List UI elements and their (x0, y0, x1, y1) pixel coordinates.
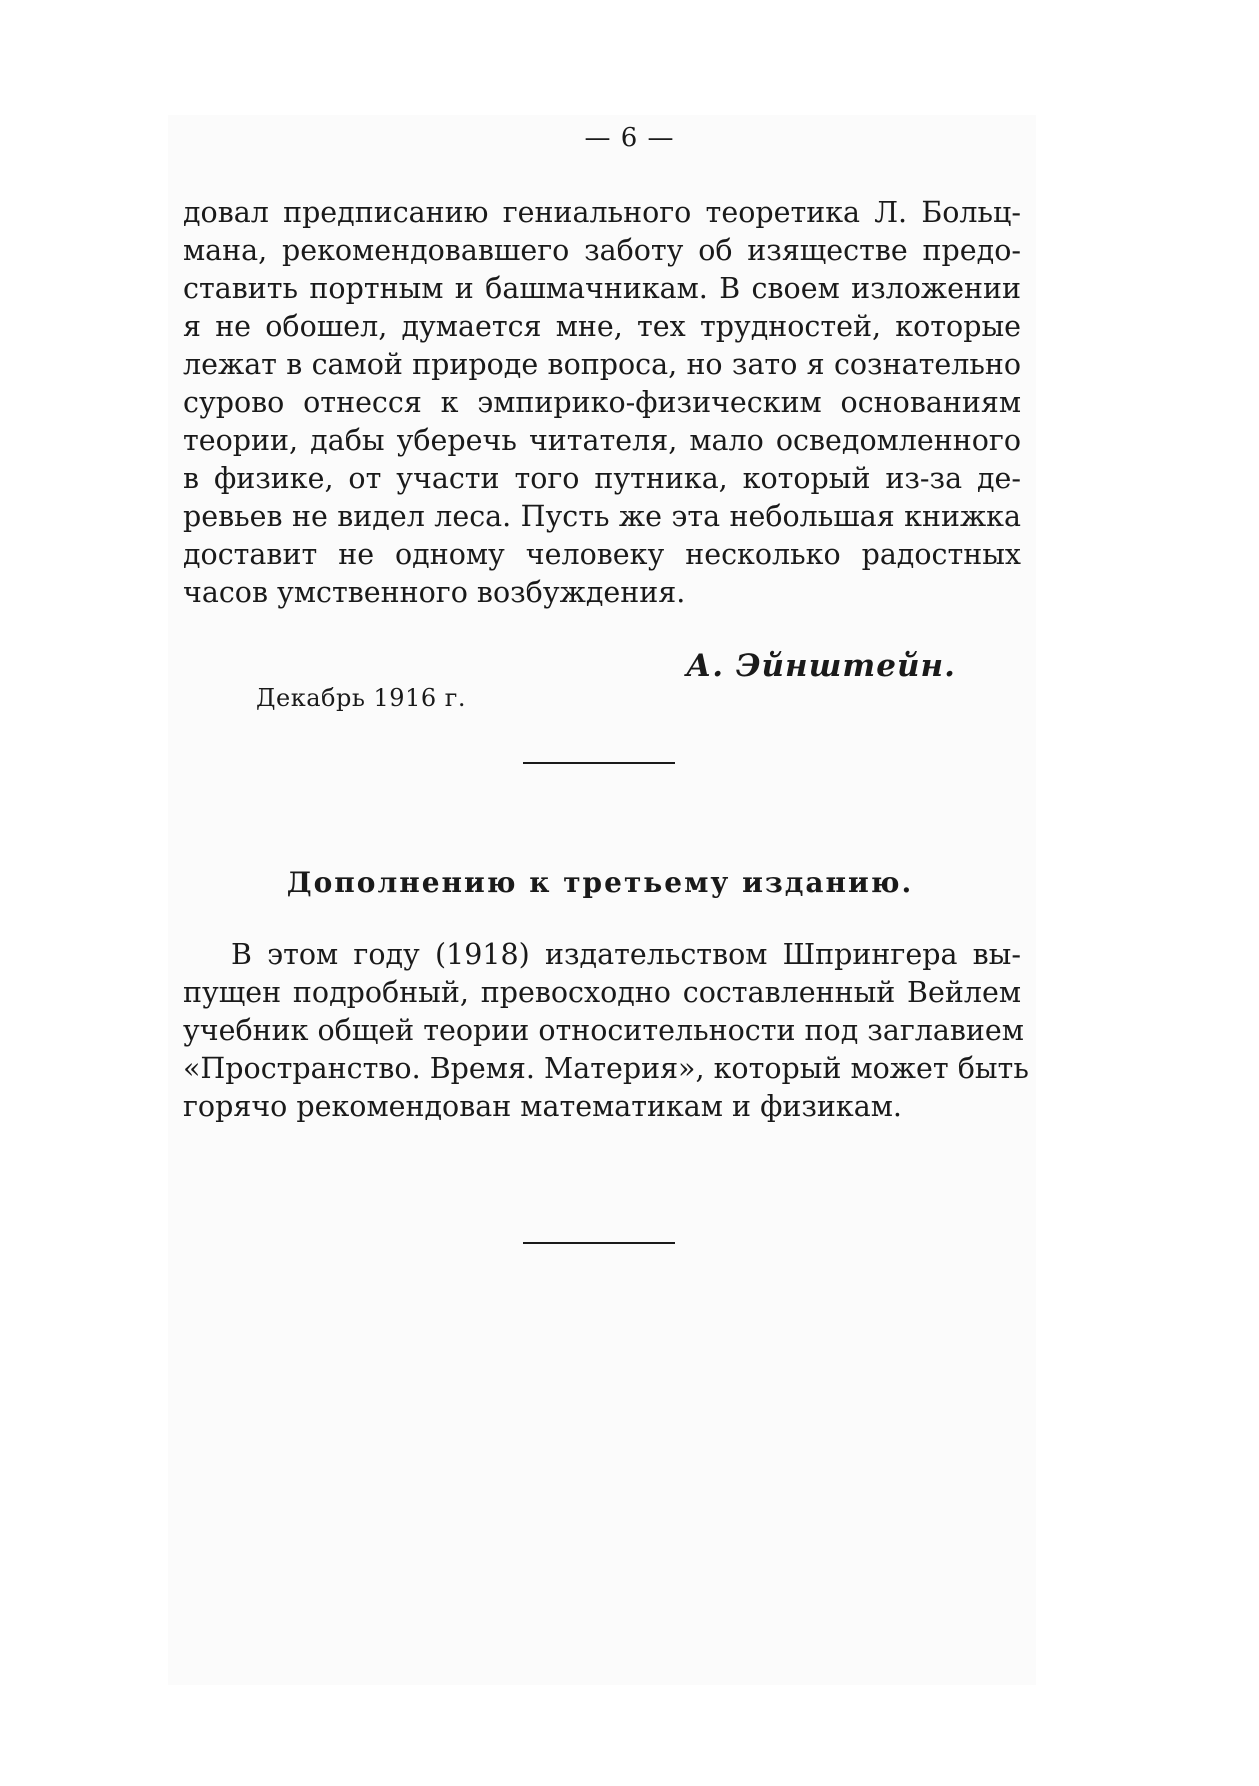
text-line: горячо рекомендован математикам и физикам. (183, 1090, 902, 1123)
text-line: «Пространство. Время. Материя», который может быть (183, 1052, 1029, 1085)
author-signature: А. Эйнштейн. (686, 648, 956, 684)
text-line: в физике, от участи того путника, который из-за де- (183, 462, 1021, 495)
text-line: пущен подробный, превосходно составленный Вейлем (183, 976, 1021, 1009)
text-line: часов умственного возбуждения. (183, 576, 686, 609)
text-line: сурово отнесся к эмпирико-физическим основаниям (183, 386, 1021, 419)
section-divider (523, 762, 675, 764)
text-line: я не обошел, думается мне, тех трудностей, которые (183, 310, 1021, 343)
text-line: теории, дабы уберечь читателя, мало осведомленного (183, 424, 1021, 457)
text-line: В этом году (1918) издательством Шпрингера вы- (231, 938, 1021, 971)
page-number: — 6 — (584, 123, 675, 153)
addendum-heading: Дополнению к третьему изданию. (286, 866, 914, 899)
text-line: ревьев не видел леса. Пусть же эта небольшая книжка (183, 500, 1021, 533)
text-line: мана, рекомендовавшего заботу об изяществе предо- (183, 234, 1021, 267)
preface-paragraph (183, 194, 1021, 612)
text-line: лежат в самой природе вопроса, но зато я сознательно (183, 348, 1021, 381)
text-line: ставить портным и башмачникам. В своем изложении (183, 272, 1021, 305)
text-line: довал предписанию гениального теоретика Л. Больц- (183, 196, 1021, 229)
text-line: доставит не одному человеку несколько радостных (183, 538, 1021, 571)
text-line: учебник общей теории относительности под заглавием (183, 1014, 1024, 1047)
preface-date: Декабрь 1916 г. (256, 684, 466, 712)
addendum-paragraph (183, 936, 1029, 1126)
end-divider (523, 1242, 675, 1244)
